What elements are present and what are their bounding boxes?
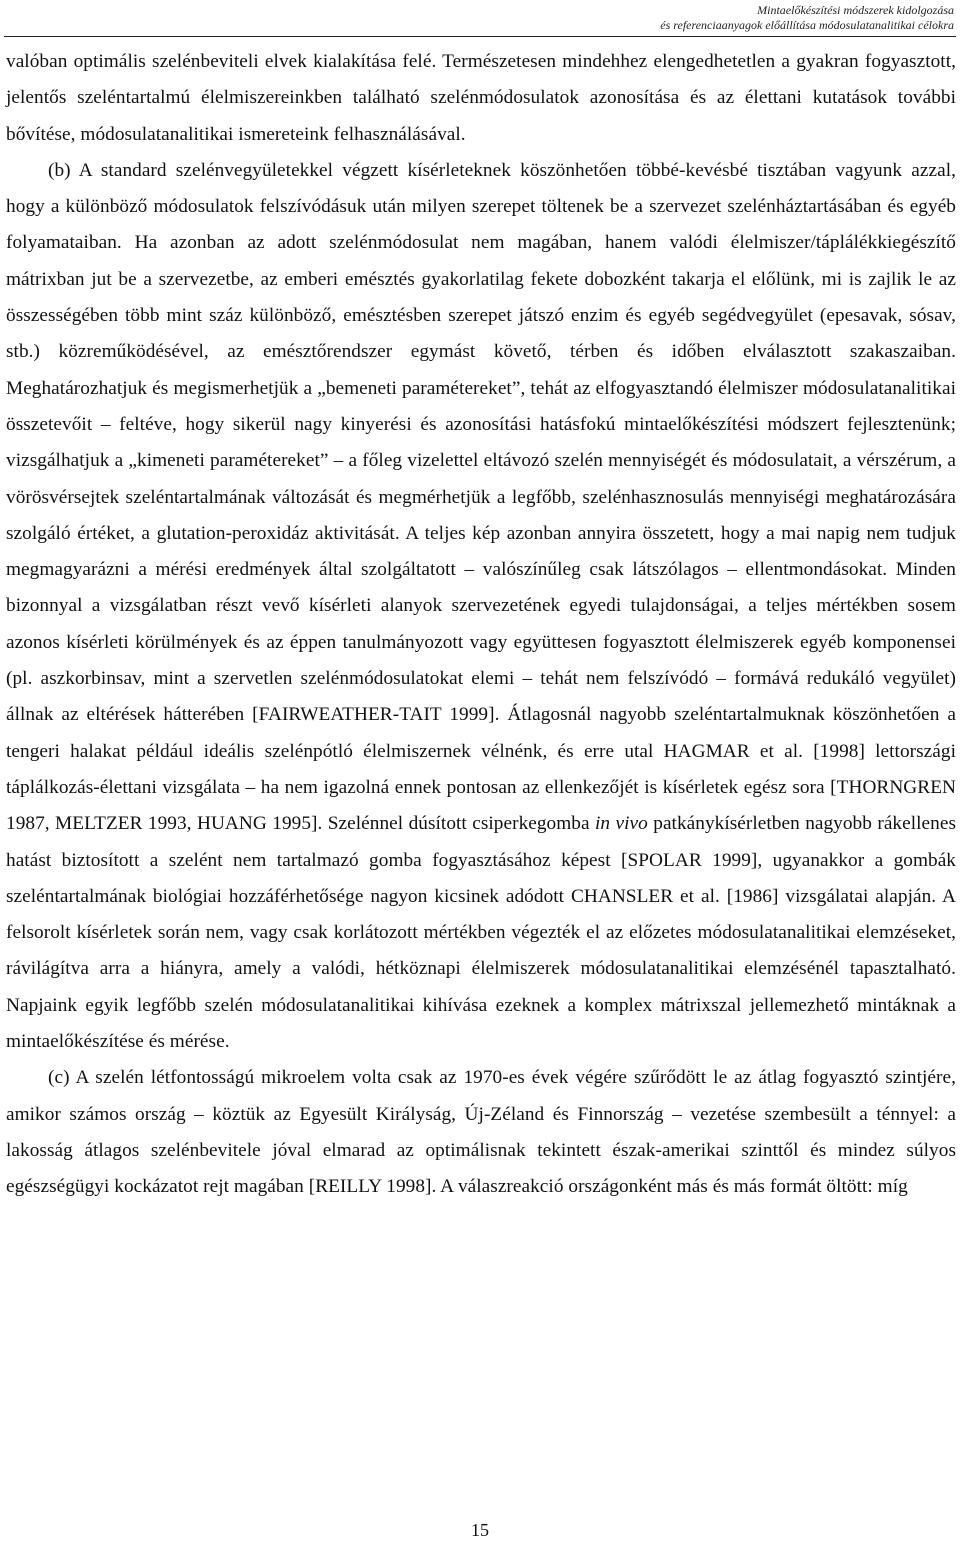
text-segment: (c) A szelén létfontosságú mikroelem volta csak az 1970-es évek végére szűrődött le az átlag fogyasztó szintjére, amikor számos ország – köztük az Egyesült Királyság, Új-Zéland és Finnország – vezetése szembesült a ténnyel: a lakosság átlagos szelénbevitele jóval elmarad az optimálisnak tekintett észak-amerikai szinttől és mindez súlyos egészségügyi kockázatot rejt magában [REILLY 1998]. A válaszreakció országonként más és más formát öltött: míg	[6, 1067, 956, 1198]
running-header-line-2: és referenciaanyagok előállítása módosulatanalitikai célokra	[660, 18, 954, 32]
italic-text-segment: in vivo	[595, 813, 648, 835]
running-header-line-1: Mintaelőkészítési módszerek kidolgozása	[757, 3, 954, 17]
text-segment: valóban optimális szelénbeviteli elvek kialakítása felé. Természetesen mindehhez elengedhetetlen a gyakran fogyasztott, jelentős szeléntartalmú élelmiszereinkben található szelénmódosulatok azonosítása és az élettani kutatások további bővítése, módosulatanalitikai ismereteink felhasználásával.	[6, 51, 956, 145]
paragraph-b	[6, 153, 956, 1060]
page-number: 15	[471, 1520, 489, 1540]
header-rule	[4, 36, 956, 37]
paragraph-continuation	[6, 44, 956, 153]
running-header	[660, 3, 954, 33]
text-segment: (b) A standard szelénvegyületekkel végzett kísérleteknek köszönhetően többé-kevésbé tisztában vagyunk azzal, hogy a különböző módosulatok felszívódásuk után milyen szerepet töltenek be a szervezet szelénháztartásában és egyéb folyamataiban. Ha azonban az adott szelénmódosulat nem magában, hanem valódi élelmiszer/táplálékkiegészítő mátrixban jut be a szervezetbe, az emberi emésztés gyakorlatilag fekete dobozként takarja el előlünk, mi is zajlik le az összességében több mint száz különböző, emésztésben szerepet játszó enzim és egyéb segédvegyület (epesavak, sósav, stb.) közreműködésével, az emésztőrendszer egymást követő, térben és időben elválasztott szakaszaiban. Meghatározhatjuk és megismerhetjük a „bemeneti paramétereket”, tehát az elfogyasztandó élelmiszer módosulatanalitikai összetevőit – feltéve, hogy sikerül nagy kinyerési és azonosítási hatásfokú mintaelőkészítési módszert fejlesztenünk; vizsgálhatjuk a „kimeneti paramétereket” – a főleg vizelettel eltávozó szelén mennyiségét és módosulatait, a vérszérum, a vörösvérsejtek szeléntartalmának változását és megmérhetjük a legfőbb, szelénhasznosulás mennyiségi meghatározására szolgáló értéket, a glutation-peroxidáz aktivitását. A teljes kép azonban annyira összetett, hogy a mai napig nem tudjuk megmagyarázni a mérési eredmények által szolgáltatott – valószínűleg csak látszólagos – ellentmondásokat. Minden bizonnyal a vizsgálatban részt vevő kísérleti alanyok szervezetének egyedi tulajdonságai, a teljes mértékben sosem azonos kísérleti körülmények és az éppen tanulmányozott vagy együttesen fogyasztott élelmiszerek egyéb komponensei (pl. aszkorbinsav, mint a szervetlen szelénmódosulatokat elemi – tehát nem felszívódó – formává redukáló vegyület) állnak az eltérések hátterében [FAIRWEATHER-TAIT 1999]. Átlagosnál nagyobb szeléntartalmuknak köszönhetően a tengeri halakat például ideális szelénpótló élelmiszernek vélnénk, és erre utal HAGMAR et al. [1998] lettországi táplálkozás-élettani vizsgálata – ha nem igazolná ennek pontosan az ellenkezőjét is kísérletek egész sora [THORNGREN 1987, MELTZER 1993, HUANG 1995]. Szelénnel dúsított csiperkegomba	[6, 159, 956, 835]
paragraph-c	[6, 1060, 956, 1205]
text-segment: patkánykísérletben nagyobb rákellenes hatást biztosított a szelént nem tartalmazó gomba fogyasztásához képest [SPOLAR 1999], ugyanakkor a gombák szeléntartalmának biológiai hozzáférhetősége nagyon kicsinek adódott CHANSLER et al. [1986] vizsgálatai alapján. A felsorolt kísérletek során nem, vagy csak korlátozott mértékben végezték el az előzetes módosulatanalitikai elemzéseket, rávilágítva arra a hiányra, amely a valódi, hétköznapi élelmiszerek módosulatanalitikai elemzésénél tapasztalható. Napjaink egyik legfőbb szelén módosulatanalitikai kihívása ezeknek a komplex mátrixszal jellemezhető mintáknak a mintaelőkészítése és mérése.	[6, 813, 957, 1053]
body-text	[6, 44, 956, 1206]
